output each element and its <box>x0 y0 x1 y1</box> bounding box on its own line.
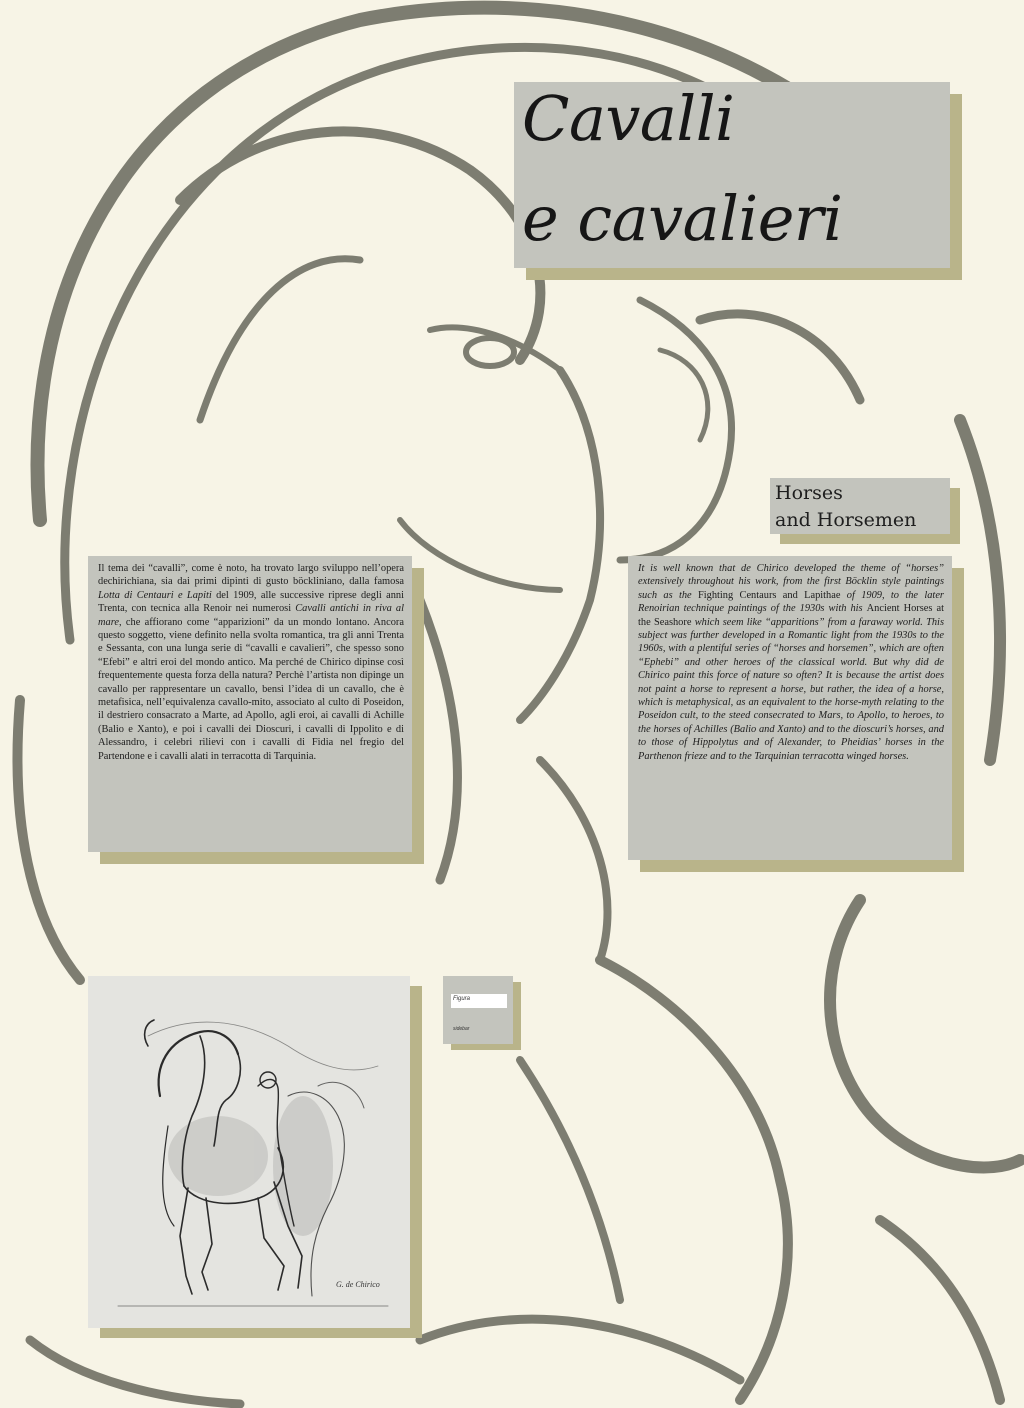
italian-text-italic-2: Cavalli antichi in riva al mare <box>98 603 405 628</box>
italian-text-italic-1: Lotta di Centauri e Lapiti <box>98 589 212 601</box>
figure-label-box <box>451 994 507 1008</box>
page-title-line-2: e cavalieri <box>522 182 843 255</box>
english-title-panel <box>770 478 950 534</box>
english-text-roman-1: Fighting Centaurs and Lapithae <box>697 589 841 601</box>
italian-body-text <box>98 562 404 763</box>
english-title-line-1: Horses <box>775 482 843 504</box>
english-text-part-2: of 1909, to the later Renoirian technique paintings of the 1930s with his <box>638 589 944 615</box>
figure-caption-card <box>443 976 513 1044</box>
italian-text-panel <box>88 556 412 852</box>
italian-text-part-2: del 1909, alle successive riprese degli anni Trenta, con tecnica alla Renoir nei numerosi <box>98 589 404 615</box>
figure-label: Figura <box>453 996 471 1002</box>
artist-signature: G. de Chirico <box>336 1280 380 1289</box>
english-title-line-2: and Horsemen <box>775 509 917 531</box>
italian-text-part-1: Il tema dei “cavalli”, come è noto, ha trovato largo sviluppo nell’opera dechirichiana, sia dai primi dipinti di gusto böckliniano, dalla famosa <box>98 563 404 588</box>
english-text-roman-2: Ancient Horses at the Seashore <box>638 603 944 628</box>
italian-text-part-3: , che affiorano come “apparizioni” da un mondo lontano. Ancora questo soggetto, viene definito nella svolta romantica, tra gli anni Trenta e Sessanta, con una lunga serie di “cavalli e cavalieri”, che spesso sono “Efebi” e altri eroi del mondo antico. Ma perché de Chirico dipinse così frequentemente questa forza della natura? Perchè l’artista non dipinge un cavallo per rappresentare un cavallo, bensì l’idea di un cavallo, che è metafisica, nell’equivalenza cavallo-mito, associato al culto di Poseidon, il destriero consacrato a Marte, ad Apollo, agli eroi, ai cavalli di Achille (Balio e Xanto), e poi i cavalli dei Dioscuri, i cavalli di Ippolito e di Alessandro, i celebri rilievi con i cavalli di Fidia nel fregio del Partendone e i cavalli alati in terracotta di Tarquinia. <box>98 616 404 762</box>
page-title-line-1: Cavalli <box>522 82 735 155</box>
title-panel <box>514 82 950 268</box>
horse-and-horseman-drawing <box>88 976 410 1328</box>
english-text-part-1: It is well known that de Chirico developed the theme of “horses” extensively throughout his work, from the first Böcklin style paintings such as the <box>638 563 944 601</box>
artwork-image <box>88 976 410 1328</box>
figure-sublabel: sidebar <box>453 1026 470 1032</box>
english-body-text <box>638 562 944 763</box>
english-text-part-3: which seem like “apparitions” from a faraway world. This subject was further developed in a Romantic light from the 1930s to the 1960s, with a plentiful series of “horses and horsemen”, which are often “Ephebi” and other heroes of the classical world. But why did de Chirico paint this force of nature so often? It is because the artist does not paint a horse to represent a horse, but rather, the idea of a horse, which is metaphysical, as an equivalent to the horse-myth relating to the Poseidon cult, to the steed consecrated to Mars, to Apollo, to heroes, to the horses of Achilles (Balio and Xanto) and to the dioscuri’s horses, and to those of Hippolytus and of Alexander, to Pheidias’ horses in the Parthenon frieze and to the Tarquinian terracotta winged horses. <box>638 616 944 762</box>
english-text-panel <box>628 556 952 860</box>
